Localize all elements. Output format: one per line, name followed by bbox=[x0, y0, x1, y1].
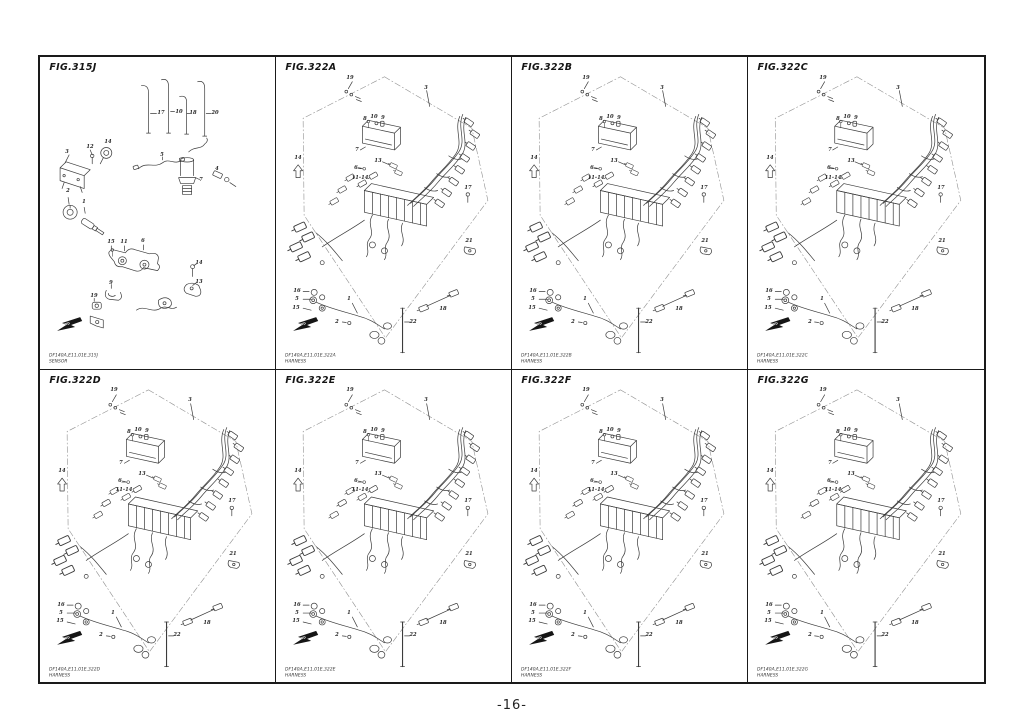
part-number-label: 1 bbox=[583, 296, 588, 303]
part-number-label: 2 bbox=[571, 632, 576, 639]
part-number-label: 17 bbox=[156, 110, 165, 117]
figure-panel bbox=[512, 370, 748, 683]
part-number-label: 16 bbox=[293, 601, 301, 608]
part-number-label: 2 bbox=[571, 319, 576, 325]
figure-title: FIG.322B bbox=[521, 61, 573, 73]
part-number-label: 16 bbox=[529, 288, 537, 295]
part-number-label: 15 bbox=[107, 239, 115, 245]
part-number-label: 11 bbox=[120, 239, 128, 245]
figure-caption-model: DF140A,E11,01E,322F bbox=[521, 666, 572, 672]
part-number-label: 22 bbox=[408, 319, 417, 325]
part-number-label: 3 bbox=[659, 397, 664, 404]
figure-drawing bbox=[276, 370, 511, 683]
part-number-label: 19 bbox=[818, 387, 827, 394]
part-number-label: 11-14 bbox=[588, 487, 605, 494]
part-number-label: 8 bbox=[127, 429, 132, 435]
figure-caption bbox=[285, 353, 336, 364]
part-number-label: 4 bbox=[214, 165, 219, 172]
part-number-label: 7 bbox=[198, 176, 203, 183]
figure-title: FIG.315J bbox=[49, 61, 97, 73]
part-number-label: 1 bbox=[111, 609, 116, 616]
part-number-label: 18 bbox=[202, 619, 211, 626]
figure-caption bbox=[49, 353, 98, 364]
part-number-label: 2 bbox=[807, 632, 812, 639]
part-number-label: 16 bbox=[57, 601, 65, 608]
part-number-label: 6 bbox=[590, 164, 595, 171]
part-number-label: 18 bbox=[674, 619, 683, 626]
figure-caption bbox=[49, 666, 100, 677]
page-number: -16- bbox=[497, 698, 527, 713]
part-number-label: 8 bbox=[835, 116, 840, 123]
figure-drawing bbox=[40, 370, 275, 683]
figure-caption bbox=[521, 353, 572, 364]
part-number-label: 22 bbox=[644, 632, 653, 639]
part-number-label: 1 bbox=[583, 609, 588, 616]
part-number-label: 10 bbox=[175, 108, 183, 115]
part-number-label: 13 bbox=[610, 470, 619, 477]
part-number-label: 3 bbox=[659, 84, 664, 91]
part-number-label: 9 bbox=[109, 279, 114, 286]
part-number-label: 17 bbox=[700, 185, 708, 192]
part-number-label: 17 bbox=[464, 498, 472, 505]
fwd-marker-text: FWD bbox=[769, 322, 779, 328]
figure-drawing bbox=[748, 370, 984, 683]
figure-caption-name: HARNESS bbox=[757, 358, 779, 364]
part-number-label: 17 bbox=[700, 498, 708, 505]
part-number-label: 8 bbox=[599, 429, 604, 435]
figure-drawing bbox=[512, 370, 747, 683]
figure-panel bbox=[40, 57, 276, 370]
part-number-label: 18 bbox=[911, 619, 919, 626]
part-number-label: 10 bbox=[370, 114, 379, 121]
part-number-label: 15 bbox=[292, 618, 300, 625]
part-number-label: 15 bbox=[764, 618, 772, 625]
part-number-label: 9 bbox=[617, 428, 622, 434]
part-number-label: 10 bbox=[606, 114, 615, 121]
part-number-label: 9 bbox=[854, 115, 858, 122]
figure-caption bbox=[757, 353, 808, 364]
part-number-label: 7 bbox=[355, 459, 360, 466]
part-number-label: 21 bbox=[938, 237, 946, 244]
fwd-marker-text: FWD bbox=[297, 322, 307, 328]
part-number-label: 16 bbox=[765, 601, 773, 608]
part-number-label: 13 bbox=[847, 157, 855, 164]
panel-grid bbox=[38, 55, 986, 684]
part-number-label: 10 bbox=[370, 427, 379, 434]
part-number-label: 14 bbox=[194, 259, 203, 266]
part-number-label: 6 bbox=[826, 164, 831, 171]
part-number-label: 8 bbox=[363, 116, 368, 123]
part-number-label: 19 bbox=[346, 74, 354, 81]
figure-drawing bbox=[512, 57, 747, 369]
part-number-label: 10 bbox=[134, 427, 143, 434]
figure-panel bbox=[276, 370, 512, 683]
figure-drawing bbox=[748, 57, 984, 369]
part-number-label: 19 bbox=[582, 387, 590, 394]
part-number-label: 18 bbox=[438, 306, 447, 313]
part-number-label: 5 bbox=[295, 609, 299, 616]
part-number-label: 15 bbox=[528, 305, 536, 311]
part-number-label: 11-14 bbox=[352, 487, 369, 494]
part-number-label: 1 bbox=[819, 296, 824, 303]
part-number-label: 8 bbox=[363, 429, 368, 435]
figure-panel bbox=[276, 57, 512, 370]
part-number-label: 17 bbox=[936, 185, 945, 192]
part-number-label: 14 bbox=[530, 155, 538, 161]
part-number-label: 9 bbox=[617, 115, 622, 122]
figure-caption bbox=[757, 666, 808, 677]
part-number-label: 14 bbox=[104, 139, 113, 145]
figure-title: FIG.322G bbox=[757, 374, 809, 386]
part-number-label: 16 bbox=[529, 601, 537, 608]
figure-caption-name: SENSOR bbox=[49, 358, 68, 364]
part-number-label: 14 bbox=[294, 467, 302, 474]
part-number-label: 2 bbox=[99, 632, 104, 639]
part-number-label: 6 bbox=[118, 477, 123, 484]
part-number-label: 21 bbox=[229, 550, 237, 557]
part-number-label: 22 bbox=[881, 632, 889, 639]
part-number-label: 13 bbox=[610, 157, 619, 164]
part-number-label: 14 bbox=[766, 467, 774, 474]
part-number-label: 22 bbox=[172, 632, 181, 639]
part-number-label: 5 bbox=[295, 296, 299, 303]
part-number-label: 7 bbox=[355, 146, 360, 153]
figure-caption bbox=[285, 666, 335, 677]
part-number-label: 6 bbox=[354, 477, 359, 484]
part-number-label: 15 bbox=[528, 618, 536, 625]
fwd-marker-text: FWD bbox=[297, 635, 307, 641]
figure-panel bbox=[40, 370, 276, 683]
fwd-marker-text: FWD bbox=[61, 635, 71, 641]
figure-caption-model: DF140A,E11,01E,322B bbox=[521, 352, 573, 358]
part-number-label: 3 bbox=[896, 84, 901, 91]
figure-drawing bbox=[40, 57, 275, 369]
part-number-label: 21 bbox=[465, 237, 473, 244]
part-number-label: 11-14 bbox=[116, 487, 133, 494]
part-number-label: 1 bbox=[819, 609, 824, 616]
part-number-label: 5 bbox=[160, 151, 165, 158]
part-number-label: 1 bbox=[347, 609, 352, 616]
part-number-label: 14 bbox=[766, 155, 774, 161]
part-number-label: 15 bbox=[292, 305, 300, 311]
figure-drawing bbox=[276, 57, 511, 369]
part-number-label: 3 bbox=[423, 397, 428, 404]
part-number-label: 8 bbox=[835, 429, 840, 435]
part-number-label: 21 bbox=[701, 237, 709, 244]
part-number-label: 22 bbox=[408, 632, 417, 639]
part-number-label: 21 bbox=[938, 550, 946, 557]
part-number-label: 13 bbox=[194, 278, 203, 285]
part-number-label: 19 bbox=[110, 387, 118, 394]
figure-caption-model: DF140A,E11,01E,322G bbox=[757, 666, 809, 672]
fwd-marker-text: FWD bbox=[533, 322, 543, 328]
part-number-label: 3 bbox=[423, 84, 428, 91]
part-number-label: 20 bbox=[211, 110, 219, 117]
part-number-label: 2 bbox=[66, 187, 71, 194]
part-number-label: 11-14 bbox=[588, 174, 605, 181]
part-number-label: 17 bbox=[464, 185, 472, 192]
part-number-label: 13 bbox=[374, 470, 383, 477]
part-number-label: 18 bbox=[438, 619, 447, 626]
part-number-label: 9 bbox=[854, 428, 858, 434]
part-number-label: 9 bbox=[381, 428, 386, 434]
part-number-label: 8 bbox=[599, 116, 604, 123]
fwd-marker-text: FWD bbox=[533, 635, 543, 641]
part-number-label: 10 bbox=[606, 427, 615, 434]
figure-panel bbox=[748, 370, 984, 683]
part-number-label: 7 bbox=[827, 459, 832, 466]
part-number-label: 13 bbox=[374, 157, 383, 164]
part-number-label: 7 bbox=[591, 459, 596, 466]
figure-caption-name: HARNESS bbox=[49, 672, 71, 678]
part-number-label: 10 bbox=[843, 427, 851, 434]
part-number-label: 6 bbox=[590, 477, 595, 484]
figure-caption-model: DF140A,E11,01E,322C bbox=[757, 352, 809, 358]
figure-panel bbox=[512, 57, 748, 370]
figure-caption-name: HARNESS bbox=[521, 672, 543, 678]
figure-title: FIG.322D bbox=[49, 374, 101, 386]
part-number-label: 7 bbox=[827, 146, 832, 153]
part-number-label: 2 bbox=[807, 319, 812, 325]
part-number-label: 15 bbox=[764, 305, 772, 311]
part-number-label: 16 bbox=[293, 288, 301, 295]
part-number-label: 17 bbox=[228, 498, 236, 505]
part-number-label: 22 bbox=[881, 319, 889, 325]
figure-caption-model: DF140A,E11,01E,322E bbox=[285, 666, 336, 672]
part-number-label: 19 bbox=[90, 293, 98, 300]
part-number-label: 19 bbox=[582, 74, 590, 81]
part-number-label: 9 bbox=[381, 115, 386, 122]
part-number-label: 2 bbox=[335, 632, 340, 639]
figure-caption-model: DF140A,E11,01E,322A bbox=[285, 352, 337, 358]
part-number-label: 3 bbox=[187, 397, 192, 404]
part-number-label: 3 bbox=[896, 397, 901, 404]
part-number-label: 16 bbox=[765, 288, 773, 295]
figure-caption-name: HARNESS bbox=[521, 358, 543, 364]
figure-caption-model: DF140A,E11,01E,315J bbox=[49, 352, 99, 358]
part-number-label: 5 bbox=[59, 609, 63, 616]
figure-caption bbox=[521, 666, 571, 677]
part-number-label: 17 bbox=[936, 498, 945, 505]
figure-title: FIG.322C bbox=[757, 61, 809, 73]
part-number-label: 18 bbox=[911, 306, 919, 313]
part-number-label: 12 bbox=[86, 144, 94, 150]
part-number-label: 1 bbox=[82, 199, 86, 206]
figure-caption-name: HARNESS bbox=[757, 672, 779, 678]
figure-caption-name: HARNESS bbox=[285, 358, 307, 364]
part-number-label: 9 bbox=[145, 428, 150, 434]
figure-panel bbox=[748, 57, 984, 370]
part-number-label: 13 bbox=[138, 470, 147, 477]
part-number-label: 1 bbox=[347, 296, 352, 303]
part-number-label: 5 bbox=[531, 296, 535, 303]
part-number-label: 21 bbox=[701, 550, 709, 557]
figure-caption-model: DF140A,E11,01E,322D bbox=[49, 666, 101, 672]
part-number-label: 19 bbox=[818, 74, 827, 81]
part-number-label: 6 bbox=[354, 164, 359, 171]
part-number-label: 7 bbox=[119, 459, 124, 466]
part-number-label: 14 bbox=[294, 155, 302, 161]
part-number-label: 13 bbox=[847, 470, 855, 477]
figure-title: FIG.322A bbox=[285, 61, 337, 73]
part-number-label: 18 bbox=[674, 306, 683, 313]
part-number-label: 18 bbox=[189, 110, 197, 117]
part-number-label: 10 bbox=[843, 114, 851, 121]
part-number-label: 2 bbox=[335, 319, 340, 325]
part-number-label: 6 bbox=[826, 477, 831, 484]
part-number-label: 5 bbox=[767, 296, 772, 303]
fwd-marker-text: FWD bbox=[769, 635, 779, 641]
part-number-label: 11-14 bbox=[824, 174, 842, 181]
part-number-label: 21 bbox=[465, 550, 473, 557]
part-number-label: 5 bbox=[767, 609, 772, 616]
part-number-label: 19 bbox=[346, 387, 354, 394]
part-number-label: 14 bbox=[58, 467, 66, 474]
part-number-label: 6 bbox=[141, 237, 146, 244]
part-number-label: 11-14 bbox=[352, 174, 369, 181]
figure-caption-name: HARNESS bbox=[285, 672, 307, 678]
part-number-label: 3 bbox=[65, 149, 69, 155]
figure-title: FIG.322E bbox=[285, 374, 336, 386]
part-number-label: 22 bbox=[644, 319, 653, 325]
figure-title: FIG.322F bbox=[521, 374, 572, 386]
part-number-label: 7 bbox=[591, 146, 596, 153]
fwd-marker-text: FWD bbox=[61, 322, 71, 328]
part-number-label: 5 bbox=[531, 609, 535, 616]
part-number-label: 15 bbox=[56, 618, 64, 625]
part-number-label: 14 bbox=[530, 467, 538, 474]
part-number-label: 11-14 bbox=[824, 487, 842, 494]
